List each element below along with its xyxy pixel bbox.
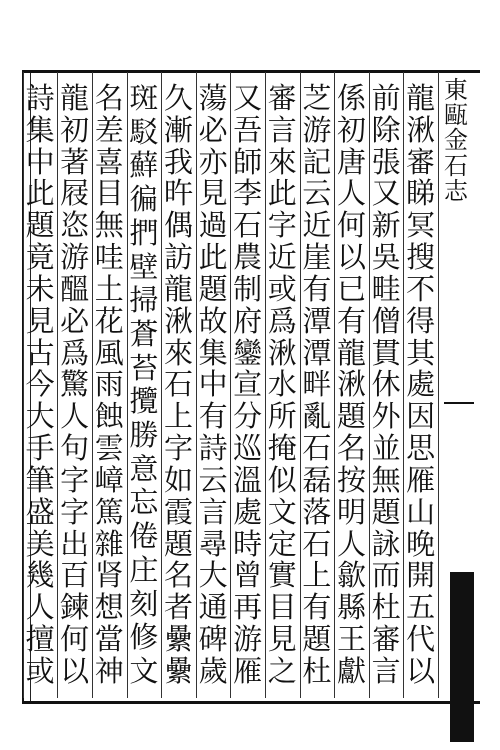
text-column: 芝 游 記 云 近 崖 有 潭 潭 畔 亂 石 磊 落 石 上 有 題 杜 bbox=[302, 81, 332, 688]
column-rule bbox=[438, 72, 439, 698]
column-rule bbox=[334, 72, 335, 698]
text-column: 龍 初 著 屐 恣 游 醞 必 爲 驚 人 句 字 字 出 百 鍊 何 以 bbox=[60, 81, 90, 688]
text-column: 係 初 唐 人 何 以 已 有 龍 湫 題 名 按 明 人 歙 縣 王 獻 bbox=[336, 81, 366, 688]
text-column: 斑 駁 蘚 徧 捫 壁 掃 蒼 苔 攬 勝 意 忘 倦 庄 刻 修 文 bbox=[129, 81, 159, 688]
column-rule bbox=[161, 72, 162, 698]
book-title: 東 甌 金 石 志 bbox=[444, 76, 468, 205]
text-column: 審 言 來 此 字 近 或 爲 湫 水 所 掩 似 文 定 實 目 見 之 bbox=[267, 81, 297, 688]
text-column: 名 差 喜 目 無 哇 土 花 風 雨 蝕 雲 嶂 篤 雜 肾 想 當 神 bbox=[94, 81, 124, 688]
column-rule bbox=[403, 72, 404, 698]
text-column: 久 漸 我 旿 偶 訪 龍 湫 來 石 上 字 如 霞 題 名 者 纍 纍 bbox=[163, 81, 193, 688]
column-rule bbox=[127, 72, 128, 698]
column-rule bbox=[369, 72, 370, 698]
text-column: 詩 集 中 此 題 竟 未 見 古 今 大 手 筆 盛 美 幾 人 擅 或 bbox=[25, 81, 55, 688]
column-rule bbox=[57, 72, 58, 698]
column-rule bbox=[196, 72, 197, 698]
column-rule bbox=[300, 72, 301, 698]
page-margin bbox=[440, 72, 478, 698]
text-column: 龍 湫 審 睇 冥 搜 不 得 其 處 因 思 雁 山 晚 開 五 代 以 bbox=[406, 81, 436, 688]
text-column: 又 吾 師 李 石 農 制 府 鑾 宣 分 巡 溫 處 時 曾 再 游 雁 bbox=[233, 81, 263, 688]
text-column: 前 除 張 又 新 吳 畦 僧 貫 休 外 並 無 題 詠 而 杜 審 言 bbox=[371, 81, 401, 688]
fish-tail-mark bbox=[444, 402, 474, 414]
column-rule bbox=[92, 72, 93, 698]
column-rule bbox=[230, 72, 231, 698]
column-rule bbox=[23, 72, 24, 698]
column-rule bbox=[265, 72, 266, 698]
text-column: 蕩 必 亦 見 過 此 題 故 集 中 有 詩 云 言 尋 大 通 碑 歲 bbox=[198, 81, 228, 688]
margin-block bbox=[450, 572, 474, 742]
